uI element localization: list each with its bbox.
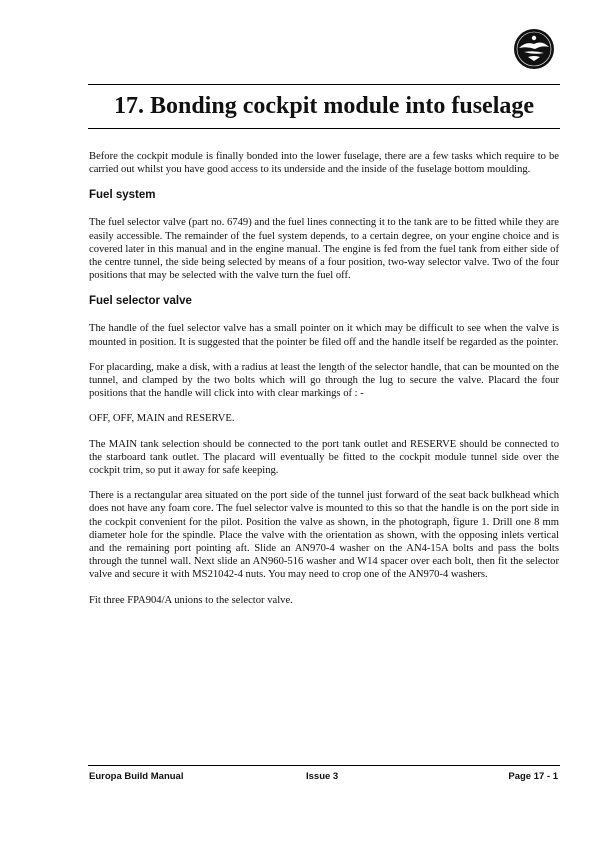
fuel-selector-heading: Fuel selector valve xyxy=(89,295,192,308)
footer-page-number: Page 17 - 1 xyxy=(508,771,558,782)
selector-paragraph-3: The MAIN tank selection should be connected to the port tank outlet and RESERVE should be connected to the starboard tank outlet. The placard will eventually be fitted to the cockpit module tunnel side over the cockpit trim, so put it away for safe keeping. xyxy=(89,438,559,477)
footer-rule xyxy=(88,765,560,766)
intro-paragraph: Before the cockpit module is finally bonded into the lower fuselage, there are a few tasks which require to be carried out whilst you have good access to its underside and the inside of the fuselage bottom moulding. xyxy=(89,151,559,176)
document-body xyxy=(89,150,559,619)
europa-logo-icon xyxy=(513,28,555,70)
footer-issue: Issue 3 xyxy=(306,771,339,782)
selector-paragraph-1: The handle of the fuel selector valve has a small pointer on it which may be difficult to see when the valve is mounted in position. It is suggested that the pointer be filed off and the handle itself be regarded as the pointer. xyxy=(89,323,559,348)
selector-paragraph-2: For placarding, make a disk, with a radius at least the length of the selector handle, that can be mounted on the tunnel, and clamped by the two bolts which will go through the lug to secure the valve. Placard the four positions that the handle will click into with clear markings of : - xyxy=(89,361,559,400)
fuel-system-paragraph: The fuel selector valve (part no. 6749) and the fuel lines connecting it to the tank are to be fitted while they are easily accessible. The remainder of the fuel system depends, to a certain degree, on your engine choice and is covered later in this manual and in the engine manual. The engine is fed from the fuel tank from either side of the centre tunnel, the side being selected by means of a four position, two-way selector valve. Two of the four positions that may be selected with the valve turn the fuel off. xyxy=(89,217,559,282)
title-rule-bottom xyxy=(88,128,560,129)
selector-paragraph-4: There is a rectangular area situated on the port side of the tunnel just forward of the seat back bulkhead which does not have any foam core. The fuel selector valve is mounted to this so that the handle is on the port side in the cockpit convenient for the pilot. Position the valve as shown, in the photograph, figure 1. Drill one 8 mm diameter hole for the spindle. Place the valve with the orientation as shown, with the opposing inlets vertical and the remaining port pointing aft. Slide an AN970-4 washer on the AN4-15A bolts and pass the bolts through the tunnel wall. Next slide an AN960-516 washer and W14 spacer over each bolt, then fit the selector valve and secure it with MS21042-4 nuts. You may need to crop one of the AN970-4 washers. xyxy=(89,490,559,581)
page-title: 17. Bonding cockpit module into fuselage xyxy=(113,93,535,119)
footer-manual-name: Europa Build Manual xyxy=(89,771,184,782)
title-rule-top xyxy=(88,84,560,85)
fuel-system-heading: Fuel system xyxy=(89,189,156,202)
selector-positions: OFF, OFF, MAIN and RESERVE. xyxy=(89,413,235,425)
selector-paragraph-5: Fit three FPA904/A unions to the selector valve. xyxy=(89,594,293,606)
